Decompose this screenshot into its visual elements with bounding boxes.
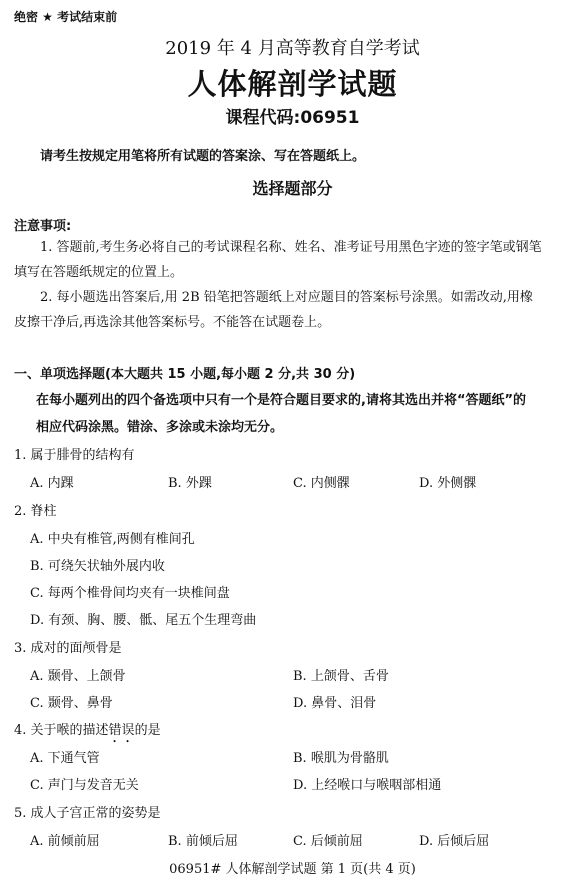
page-footer: 06951# 人体解剖学试题 第 1 页(共 4 页) (169, 862, 416, 877)
part-1-desc-line-1: 在每小题列出的四个备选项中只有一个是符合题目要求的,请将其选出并将“答题纸”的 (36, 393, 527, 408)
question-2-option-d: D. 有颈、胸、腰、骶、尾五个生理弯曲 (30, 613, 257, 628)
question-1-stem: 1. 属于腓骨的结构有 (14, 448, 135, 463)
question-2-option-a: A. 中央有椎管,两侧有椎间孔 (30, 532, 195, 547)
question-3-option-b: B. 上颌骨、舌骨 (293, 669, 389, 684)
question-2-option-b: B. 可绕矢状轴外展内收 (30, 559, 165, 574)
question-3-option-d: D. 鼻骨、泪骨 (293, 696, 377, 711)
question-5-stem: 5. 成人子宫正常的姿势是 (14, 806, 161, 821)
notes-heading: 注意事项: (14, 219, 72, 234)
question-3-option-c: C. 颞骨、鼻骨 (30, 696, 113, 711)
part-1-desc-line-2: 相应代码涂黑。错涂、多涂或未涂均无分。 (36, 420, 284, 435)
note-1-line-1: 1. 答题前,考生务必将自己的考试课程名称、姓名、准考证号用黑色字迹的签字笔或钢笔 (40, 240, 542, 255)
page-title: 人体解剖学试题 (187, 67, 398, 101)
exam-session-line: 2019 年 4 月高等教育自学考试 (165, 38, 420, 59)
question-3-option-a: A. 颞骨、上颌骨 (30, 669, 126, 684)
question-4-stem-start: 4. 关于喉的描述 (14, 723, 109, 738)
question-4-stem (14, 719, 161, 746)
answer-instruction: 请考生按规定用笔将所有试题的答案涂、写在答题纸上。 (40, 149, 366, 164)
question-4-option-c: C. 声门与发音无关 (30, 778, 139, 793)
course-code: 课程代码:06951 (225, 108, 360, 128)
question-2-stem: 2. 脊柱 (14, 504, 57, 519)
part-1-heading: 一、单项选择题(本大题共 15 小题,每小题 2 分,共 30 分) (14, 367, 356, 382)
section-title: 选择题部分 (252, 179, 333, 198)
question-3-stem: 3. 成对的面颅骨是 (14, 641, 122, 656)
question-5-option-c: C. 后倾前屈 (293, 834, 363, 849)
question-4-stem-end: 的是 (134, 723, 161, 738)
note-2-line-2: 皮擦干净后,再选涂其他答案标号。不能答在试题卷上。 (14, 315, 331, 330)
question-5-option-b: B. 前倾后屈 (168, 834, 238, 849)
question-5-option-d: D. 后倾后屈 (419, 834, 490, 849)
confidential-label: 绝密 ★ 考试结束前 (14, 10, 118, 24)
question-5-option-a: A. 前倾前屈 (30, 834, 100, 849)
question-1-option-a: A. 内踝 (30, 476, 74, 491)
question-4-option-d: D. 上经喉口与喉咽部相通 (293, 778, 442, 793)
question-4-option-b: B. 喉肌为骨骼肌 (293, 751, 389, 766)
question-1-option-c: C. 内侧髁 (293, 476, 350, 491)
question-1-option-b: B. 外踝 (168, 476, 212, 491)
note-2-line-1: 2. 每小题选出答案后,用 2B 铅笔把答题纸上对应题目的答案标号涂黑。如需改动,用橡 (40, 290, 533, 305)
question-1-option-d: D. 外侧髁 (419, 476, 477, 491)
question-4-stem-emphasis: 错误 (108, 723, 135, 738)
question-2-option-c: C. 每两个椎骨间均夹有一块椎间盘 (30, 586, 230, 601)
note-1-line-2: 填写在答题纸规定的位置上。 (14, 265, 184, 280)
question-4-option-a: A. 下通气管 (30, 751, 100, 766)
